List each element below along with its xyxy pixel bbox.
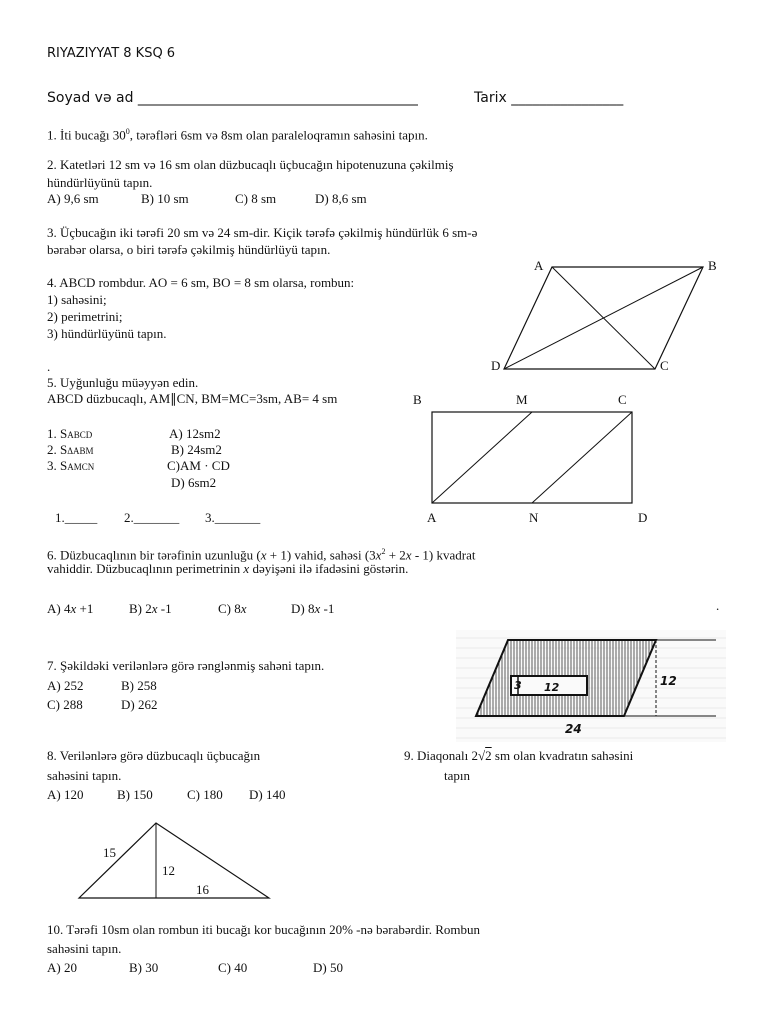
- q4-item-1: 1) sahəsini;: [47, 292, 107, 307]
- q4-item-2: 2) perimetrini;: [47, 309, 123, 324]
- question-1: 1. İti bucağı $30^0$, tərəfləri 6sm və 8sm olan paraleloqramın sahəsini tapın.: [47, 127, 428, 143]
- stray-dot-2: .: [716, 598, 720, 613]
- rect-label-c: C: [618, 392, 627, 407]
- q5-left-2: 2. SΔABM: [47, 442, 94, 457]
- question-3-line2: bərabər olarsa, o biri tərəfə çəkilmiş hündürlüyü tapın.: [47, 242, 331, 257]
- q6-option-c: C) 8x: [218, 601, 247, 616]
- rect-label-m: M: [516, 392, 528, 407]
- question-4-line1: 4. ABCD rombdur. AO = 6 sm, BO = 8 sm olarsa, rombun:: [47, 275, 355, 290]
- rhombus-label-d: D: [491, 358, 501, 373]
- rhombus-figure: [495, 258, 725, 378]
- fig7-height: 12: [660, 674, 677, 688]
- question-7-line1: 7. Şəkildəki verilənlərə görə rənglənmiş sahəni tapın.: [47, 658, 325, 673]
- date-field-label: Tarix ________________: [474, 90, 624, 106]
- fig7-inner-width: 12: [544, 681, 560, 694]
- q5-left-3: 3. SAMCN: [47, 458, 95, 473]
- stray-dot: .: [47, 359, 51, 374]
- q5-right-b: B) 24sm2: [171, 442, 222, 457]
- question-6-line1: 6. Düzbucaqlının bir tərəfinin uzunluğu (x + 1) vahid, sahəsi $(3x^2 + 2x - 1)$ kvadrat: [47, 547, 476, 563]
- q7-option-b: B) 258: [121, 678, 157, 693]
- rect-label-n: N: [529, 510, 539, 525]
- rect-label-d: D: [638, 510, 648, 525]
- q6-option-d: D) 8x -1: [291, 601, 335, 616]
- q5-right-d: D) 6sm2: [171, 475, 217, 490]
- q10-option-b: B) 30: [129, 960, 159, 975]
- rect-label-a: A: [427, 510, 437, 525]
- question-2-line1: 2. Katetləri 12 sm və 16 sm olan düzbucaqlı üçbucağın hipotenuzuna çəkilmiş: [47, 157, 454, 172]
- q2-option-c: C) 8 sm: [235, 191, 277, 206]
- q10-option-c: C) 40: [218, 960, 248, 975]
- q8-option-a: A) 120: [47, 787, 84, 802]
- rhombus-label-c: C: [660, 358, 669, 373]
- q6-option-a: A) 4x +1: [47, 601, 94, 616]
- question-9-line1: 9. Diaqonalı 2√2 sm olan kvadratın sahəsini: [404, 748, 634, 763]
- q10-option-d: D) 50: [313, 960, 343, 975]
- rectangle-figure: [428, 408, 638, 508]
- question-10-line1: 10. Tərəfi 10sm olan rombun iti bucağı kor bucağının 20% -nə bərabərdir. Rombun: [47, 922, 480, 937]
- fig8-segment: 16: [196, 882, 209, 897]
- q8-option-c: C) 180: [187, 787, 223, 802]
- q5-left-1: 1. SABCD: [47, 426, 93, 441]
- q5-blank-2[interactable]: 2._______: [124, 510, 180, 525]
- question-10-line2: sahəsini tapın.: [47, 941, 122, 956]
- q4-item-3: 3) hündürlüyünü tapın.: [47, 326, 167, 341]
- rhombus-label-a: A: [534, 258, 544, 273]
- fig7-base: 24: [565, 722, 582, 736]
- q5-right-a: A) 12sm2: [169, 426, 221, 441]
- question-5-line1: 5. Uyğunluğu müəyyən edin.: [47, 375, 199, 390]
- rect-label-b: B: [413, 392, 422, 407]
- right-triangle-figure: [75, 820, 275, 902]
- q2-option-d: D) 8,6 sm: [315, 191, 367, 206]
- q7-option-c: C) 288: [47, 697, 83, 712]
- fig8-side: 15: [103, 845, 116, 860]
- q10-option-a: A) 20: [47, 960, 77, 975]
- question-5-line2: ABCD düzbucaqlı, AM∥CN, BM=MC=3sm, AB= 4 sm: [47, 391, 338, 406]
- q7-option-a: A) 252: [47, 678, 84, 693]
- fig8-height: 12: [162, 863, 175, 878]
- q8-option-b: B) 150: [117, 787, 153, 802]
- question-9-line2: tapın: [444, 768, 470, 783]
- worksheet-title: RIYAZIYYAT 8 KSQ 6: [47, 46, 176, 61]
- name-field-label: Soyad və ad ________________________________________: [47, 90, 418, 106]
- q8-option-d: D) 140: [249, 787, 286, 802]
- rhombus-label-b: B: [708, 258, 717, 273]
- question-3-line1: 3. Üçbucağın iki tərəfi 20 sm və 24 sm-dir. Kiçik tərəfə çəkilmiş hündürlük 6 sm-ə: [47, 225, 478, 240]
- question-6-line2: vahiddir. Düzbucaqlının perimetrinin x dəyişəni ilə ifadəsini göstərin.: [47, 561, 409, 576]
- q2-option-b: B) 10 sm: [141, 191, 189, 206]
- q6-option-b: B) 2x -1: [129, 601, 172, 616]
- question-2-line2: hündürlüyünü tapın.: [47, 175, 153, 190]
- fig7-inner-height: 3: [514, 679, 522, 692]
- question-8-line2: sahəsini tapın.: [47, 768, 122, 783]
- question-8-line1: 8. Verilənlərə görə düzbucaqlı üçbucağın: [47, 748, 261, 763]
- hatched-parallelogram-figure: [456, 630, 726, 742]
- q5-blank-3[interactable]: 3._______: [205, 510, 261, 525]
- q5-right-c: C)AM · CD: [167, 458, 230, 473]
- q5-blank-1[interactable]: 1._____: [55, 510, 98, 525]
- q7-option-d: D) 262: [121, 697, 158, 712]
- q2-option-a: A) 9,6 sm: [47, 191, 99, 206]
